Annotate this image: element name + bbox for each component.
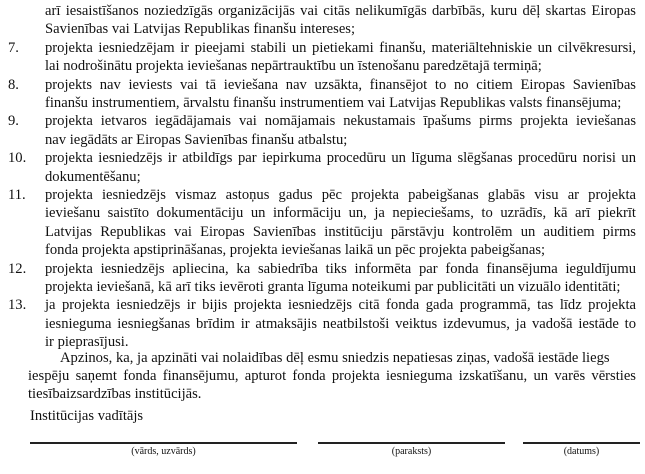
item-text-line: nav iegādāts ar Eiropas Savienības finanšu atbalstu; (45, 131, 348, 148)
item-number: 9. (8, 113, 19, 130)
item-number: 7. (8, 39, 19, 56)
item-text-line: fonda projekta apstiprināšanas, projekta ieviešanas laikā un pēc projekta pabeigšanas; (45, 242, 546, 259)
date-signature-line (523, 442, 640, 444)
statement-line-1: Apzinos, ka, ja apzināti vai nolaidības dēļ esmu sniedzis nepatiesas ziņas, vadošā iestāde liegs (60, 350, 610, 366)
item-text-line: lai nodrošinātu projekta ieviešanas nepārtrauktību un īstenošanu paredzētajā termiņā; (45, 58, 542, 75)
item-text-line: Latvijas Republikas vai Eiropas Savienības institūciju pārstāvju kontrolēm un auditiem pirms (45, 223, 636, 240)
item-number: 8. (8, 76, 19, 93)
item-text-line: projekta iesniedzējam ir pieejami stabili un pietiekami finanšu, materiāltehniskie un cilvēkresursi, (45, 39, 636, 56)
item-text-line: Savienības vai Latvijas Republikas finanšu intereses; (45, 21, 356, 38)
item-number: 12. (8, 260, 27, 277)
item-text-line: projekta iesniedzējs vismaz astoņus gadus pēc projekta pabeigšanas glabās visu ar projekta (45, 187, 636, 203)
item-text-line: finanšu instrumentiem, ārvalstu finanšu instrumentiem vai Latvijas Republikas valsts finansējuma; (45, 95, 622, 111)
item-text-line: iesnieguma iesniegšanas brīdim ir atmaksājis neatbilstoši veiktus izdevumus, ja vadošā iestāde to (45, 315, 636, 332)
name-field-label: (vārds, uzvārds) (131, 446, 196, 457)
item-text-line: projekts nav ieviests vai tā ieviešana nav uzsākta, finansējot to no citiem Eiropas Savienības (45, 76, 636, 93)
item-text-line: projekta ietvaros iegādājamais vai nomājamais nekustamais īpašums pirms projekta ieviešanas (45, 113, 636, 130)
item-text-line: projekta ieviešanā, kā arī tiks ievēroti granta līguma noteikumi par publicitāti un vizuālo identitāti; (45, 279, 621, 295)
date-field-label: (datums) (563, 446, 600, 457)
statement-line-3: tiesībaizsardzības institūcijās. (28, 386, 202, 402)
signatory-title: Institūcijas vadītājs (30, 408, 144, 424)
item-text-line: projekta iesniedzējs apliecina, ka sabiedrība tiks informēta par fonda finansējuma ieguldījumu (45, 260, 636, 277)
name-signature-line (30, 442, 297, 444)
item-number: 11. (8, 187, 26, 203)
item-text-line: ir pieprasījusi. (45, 334, 129, 351)
item-text-line: arī iesaistīšanos noziedzīgās organizācijās vai citās nelikumīgās darbībās, kuru dēļ skartas Eiropas (45, 3, 636, 19)
item-text-line: dokumentēšanu; (45, 168, 141, 185)
signature-line (318, 442, 505, 444)
statement-line-2: iespēju saņemt fonda finansējumu, apturot fonda projekta iesnieguma izskatīšanu, un varēs vērsties (28, 368, 636, 384)
item-text-line: ieviešanu saistīto dokumentāciju un informāciju un, ja nepieciešams, to uzrādīs, kā arī piekrīt (45, 205, 636, 222)
item-number: 13. (8, 297, 27, 314)
signature-field-label: (paraksts) (391, 446, 432, 457)
item-text-line: projekta iesniedzējs ir atbildīgs par iepirkuma procedūru un līguma slēgšanas procedūru norisi un (45, 150, 636, 167)
item-number: 10. (8, 150, 27, 167)
item-text-line: ja projekta iesniedzējs ir bijis projekta iesniedzējs citā fonda gada programmā, tas līdz projekta (45, 297, 636, 314)
